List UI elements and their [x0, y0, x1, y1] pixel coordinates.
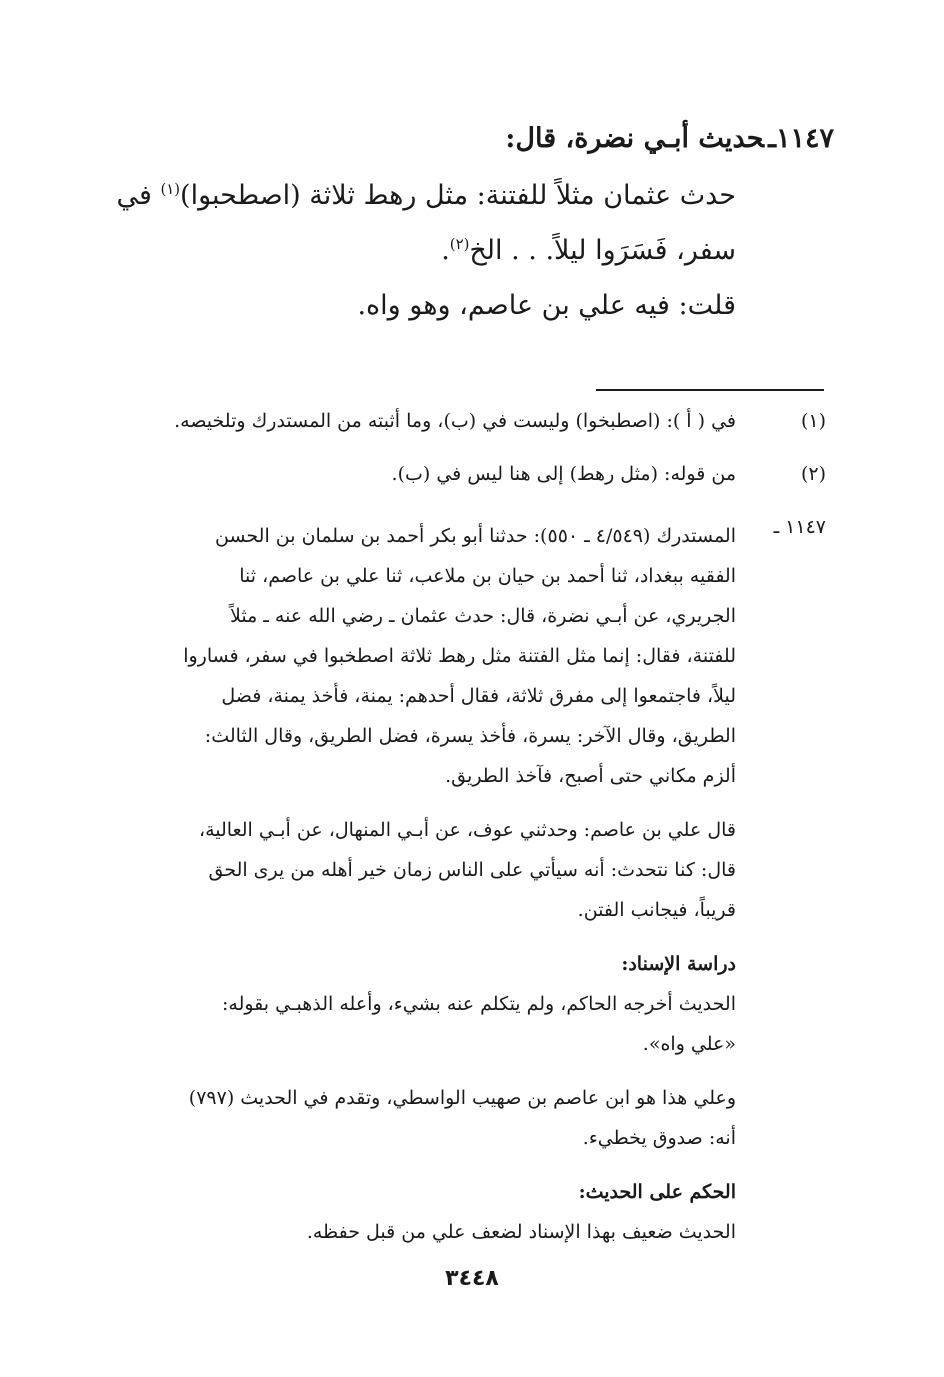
hadith-text-line-2	[16, 237, 736, 264]
ruling-heading: الحكم على الحديث:	[578, 1181, 736, 1203]
footnote-text: من قوله: (مثل رهط) إلى هنا ليس في (ب).	[391, 463, 736, 485]
footnote-marker: (٢)	[800, 463, 826, 485]
hadith-text-part: حدث عثمان مثلاً للفتنة: مثل رهط ثلاثة (اصطحبوا)	[180, 180, 736, 211]
text-line: قال علي بن عاصم: وحدثني عوف، عن أبـي المنهال، عن أبـي العالية،	[198, 819, 736, 841]
text-line: ألزم مكاني حتى أصبح، فآخذ الطريق.	[445, 765, 736, 787]
reference-paragraph-isnad	[136, 516, 736, 796]
text-line: «علي واه».	[642, 1033, 736, 1055]
ruling-paragraph	[136, 1212, 736, 1252]
hadith-text-part: في	[116, 180, 161, 211]
hadith-text-line-1	[16, 182, 736, 209]
text-line: الجريري، عن أبـي نضرة، قال: حدث عثمان ـ رضي الله عنه ـ مثلاً	[230, 605, 736, 627]
isnad-study-heading: دراسة الإسناد:	[621, 953, 736, 975]
author-comment: قلت: فيه علي بن عاصم، وهو واه.	[357, 290, 736, 321]
text-line: الحديث ضعيف بهذا الإسناد لضعف علي من قبل حفظه.	[306, 1221, 736, 1243]
reference-marker: ١١٤٧ ـ	[773, 516, 826, 538]
hadith-text-part: سفر، فَسَرَوا ليلاً. . . الخ	[469, 235, 736, 266]
footnote-separator	[596, 389, 824, 391]
text-line: للفتنة، فقال: إنما مثل الفتنة مثل رهط ثلاثة اصطخبوا في سفر، فساروا	[183, 645, 736, 667]
isnad-study-paragraph	[136, 984, 736, 1064]
reference-body	[136, 516, 736, 1266]
text-line: قال: كنا نتحدث: أنه سيأتي على الناس زمان خير أهله من يرى الحق	[208, 859, 736, 881]
narrator-note-paragraph	[136, 1078, 736, 1158]
text-line: قريباً، فيجانب الفتن.	[577, 899, 736, 921]
hadith-heading	[114, 125, 834, 152]
reference-paragraph-second-narration	[136, 810, 736, 930]
text-line: ليلاً، فاجتمعوا إلى مفرق ثلاثة، فقال أحدهم: يمنة، فأخذ يمنة، فضل	[221, 685, 736, 707]
text-line: المستدرك (٤/٥٤٩ ـ ٥٥٠): حدثنا أبو بكر أحمد بن سلمان بن الحسن	[215, 525, 736, 547]
hadith-title: حديث أبـي نضرة، قال:	[505, 123, 765, 154]
footnote-text: في ( أ ): (اصطبخوا) وليست في (ب)، وما أثبته من المستدرك وتلخيصه.	[174, 410, 736, 432]
text-line: الفقيه ببغداد، ثنا أحمد بن حيان بن ملاعب، ثنا علي بن عاصم، ثنا	[239, 565, 736, 587]
hadith-text-part: .	[441, 235, 450, 266]
footnote-ref-2: (٢)	[449, 235, 470, 253]
footnote-marker: (١)	[800, 410, 826, 432]
page-number: ٣٤٤٨	[445, 1266, 499, 1291]
hadith-number: ١١٤٧ـ	[768, 123, 834, 154]
text-line: وعلي هذا هو ابن عاصم بن صهيب الواسطي، وتقدم في الحديث (٧٩٧)	[188, 1087, 736, 1109]
text-line: أنه: صدوق يخطيء.	[582, 1127, 736, 1149]
footnote-ref-1: (١)	[160, 180, 181, 198]
text-line: الطريق، وقال الآخر: يسرة، فأخذ يسرة، فضل الطريق، وقال الثالث:	[204, 725, 736, 747]
text-line: الحديث أخرجه الحاكم، ولم يتكلم عنه بشيء، وأعله الذهبـي بقوله:	[221, 993, 736, 1015]
